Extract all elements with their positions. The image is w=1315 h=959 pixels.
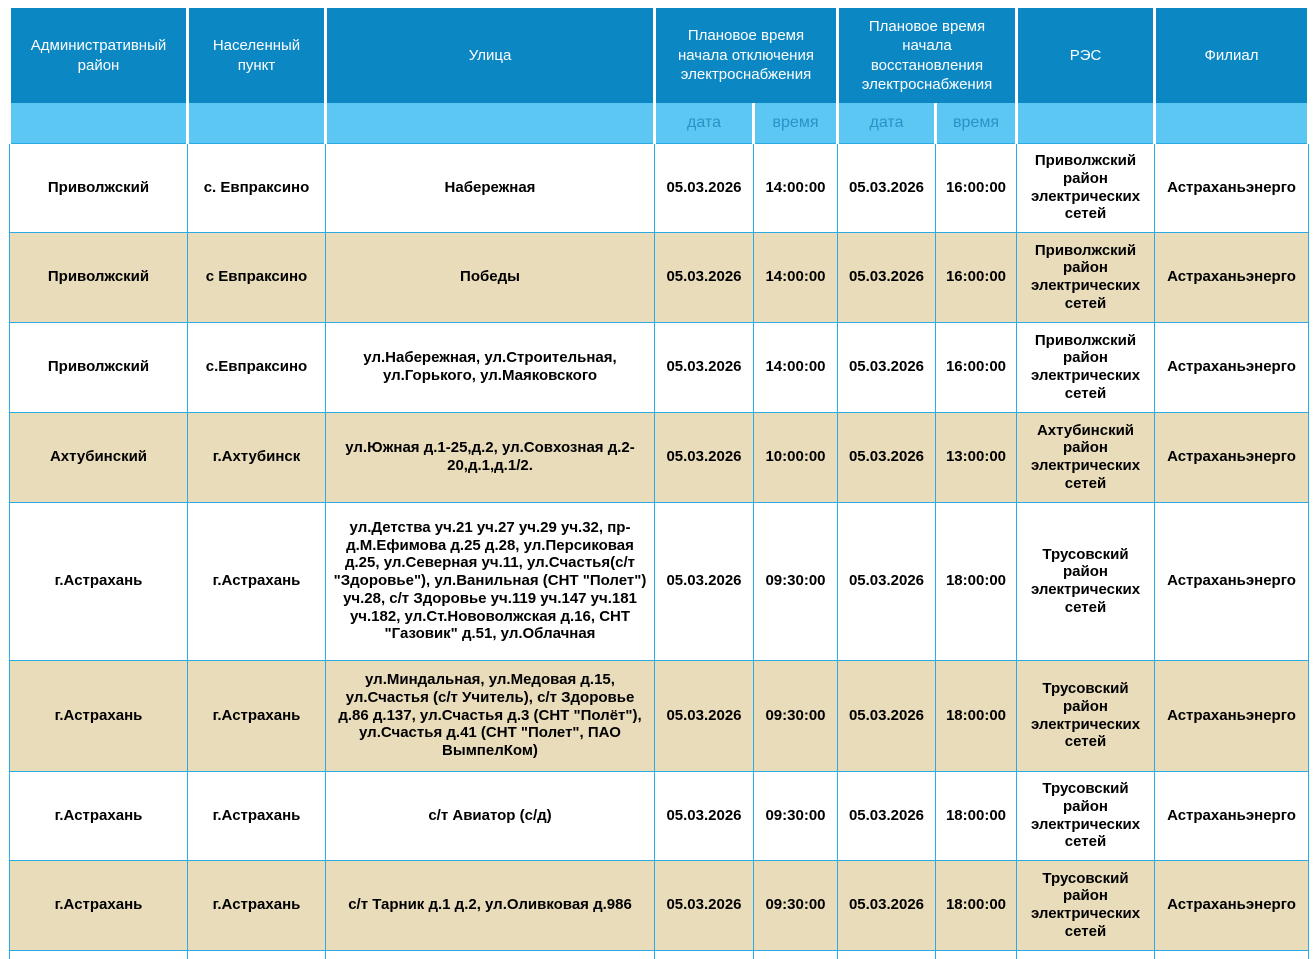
subheader-on-date: дата	[838, 103, 936, 143]
table-row	[10, 660, 1309, 771]
col-header-res: РЭС	[1017, 8, 1155, 103]
cell-on-time: 18:00:00	[936, 860, 1017, 950]
cell-district: г.Астрахань	[10, 660, 188, 771]
cell-on-time: 18:00:00	[936, 660, 1017, 771]
cell-branch: Астраханьэнерго	[1155, 860, 1309, 950]
cell-res: Ахтубинский район электрических сетей	[1017, 412, 1155, 502]
cell-res: Трусовский район электрических сетей	[1017, 660, 1155, 771]
cell-settlement: с.Евпраксино	[188, 322, 326, 412]
cell-street: ул.Набережная, ул.Строительная, ул.Горького, ул.Маяковского	[326, 322, 655, 412]
cell-street: с/т Авиатор (с/д)	[326, 771, 655, 860]
cell-off-time: 09:30:00	[754, 771, 838, 860]
cell-district: г.Астрахань	[10, 860, 188, 950]
table-row	[10, 232, 1309, 322]
table-row	[10, 412, 1309, 502]
cell-settlement: г.Астрахань	[188, 660, 326, 771]
cell-on-time: 16:00:00	[936, 232, 1017, 322]
header-row	[10, 8, 1309, 103]
cell-settlement: г.Астрахань	[188, 502, 326, 660]
cell-on-time: 13:00:00	[936, 412, 1017, 502]
cell-on-date: 05.03.2026	[838, 412, 936, 502]
table-row	[10, 502, 1309, 660]
cell-settlement: с Евпраксино	[188, 232, 326, 322]
cell-district: г.Астрахань	[10, 502, 188, 660]
cell-branch: Астраханьэнерго	[1155, 771, 1309, 860]
cell-street: Набережная	[326, 143, 655, 232]
subheader-off-date: дата	[655, 103, 754, 143]
cell-on-date: 05.03.2026	[838, 322, 936, 412]
subheader-on-time: время	[936, 103, 1017, 143]
cell-district: Приволжский	[10, 322, 188, 412]
cell-off-time: 10:00:00	[754, 412, 838, 502]
subheader-empty-branch	[1155, 103, 1309, 143]
table-row	[10, 322, 1309, 412]
subheader-row	[10, 103, 1309, 143]
cell-on-time: 16:00:00	[936, 143, 1017, 232]
subheader-empty-res	[1017, 103, 1155, 143]
cell-on-time: 18:00:00	[936, 771, 1017, 860]
cell-on-date: 05.03.2026	[838, 502, 936, 660]
cell-branch: Астраханьэнерго	[1155, 412, 1309, 502]
cell-on-date: 05.03.2026	[838, 660, 936, 771]
col-header-settlement: Населенный пункт	[188, 8, 326, 103]
cell-on-time: 16:00:00	[936, 322, 1017, 412]
cell-off-time: 09:30:00	[754, 660, 838, 771]
cell-off-date: 05.03.2026	[655, 412, 754, 502]
cell-street: Победы	[326, 232, 655, 322]
cell-settlement: г.Астрахань	[188, 771, 326, 860]
cell-res: Приволжский район электрических сетей	[1017, 143, 1155, 232]
cell-branch: Астраханьэнерго	[1155, 660, 1309, 771]
cell-branch: Астраханьэнерго	[1155, 143, 1309, 232]
cell-branch: Астраханьэнерго	[1155, 502, 1309, 660]
cell-res: Приволжский район электрических сетей	[1017, 232, 1155, 322]
outage-schedule-table	[8, 8, 1310, 959]
table-row	[10, 860, 1309, 950]
cell-branch: Астраханьэнерго	[1155, 322, 1309, 412]
col-header-branch: Филиал	[1155, 8, 1309, 103]
cell-settlement: с. Евпраксино	[188, 143, 326, 232]
cell-street: ул.Миндальная, ул.Медовая д.15, ул.Счастья (с/т Учитель), с/т Здоровье д.86 д.137, ул.Счастья д.3 (СНТ "Полёт"), ул.Счастья д.41 (СНТ "Полет", ПАО ВымпелКом)	[326, 660, 655, 771]
cell-district: Приволжский	[10, 143, 188, 232]
table-row-partial	[10, 950, 1309, 959]
cell-street: ул.Южная д.1-25,д.2, ул.Совхозная д.2-20,д.1,д.1/2.	[326, 412, 655, 502]
cell-res: Трусовский район электрических сетей	[1017, 502, 1155, 660]
col-header-district: Административный район	[10, 8, 188, 103]
subheader-empty-street	[326, 103, 655, 143]
cell-off-date: 05.03.2026	[655, 660, 754, 771]
cell-on-date: 05.03.2026	[838, 771, 936, 860]
cell-off-date: 05.03.2026	[655, 771, 754, 860]
cell-off-date: 05.03.2026	[655, 143, 754, 232]
cell-res: Приволжский район электрических сетей	[1017, 322, 1155, 412]
cell-off-time: 09:30:00	[754, 502, 838, 660]
table-row	[10, 143, 1309, 232]
cell-on-date: 05.03.2026	[838, 232, 936, 322]
cell-off-time: 09:30:00	[754, 860, 838, 950]
cell-off-time: 14:00:00	[754, 232, 838, 322]
table-row	[10, 771, 1309, 860]
subheader-empty-settlement	[188, 103, 326, 143]
cell-on-time: 18:00:00	[936, 502, 1017, 660]
col-header-street: Улица	[326, 8, 655, 103]
col-header-restore-start: Плановое время начала восстановления электроснабжения	[838, 8, 1017, 103]
cell-res: Трусовский район электрических сетей	[1017, 860, 1155, 950]
cell-off-date: 05.03.2026	[655, 860, 754, 950]
subheader-off-time: время	[754, 103, 838, 143]
cell-street: ул.Детства уч.21 уч.27 уч.29 уч.32, пр-д.М.Ефимова д.25 д.28, ул.Персиковая д.25, ул.Северная уч.11, ул.Счастья(с/т "Здоровье"), ул.Ванильная (СНТ "Полет") уч.28, с/т Здоровье уч.119 уч.147 уч.181 уч.182, ул.Ст.Нововолжская д.16, СНТ "Газовик" д.51, ул.Облачная	[326, 502, 655, 660]
cell-off-date: 05.03.2026	[655, 232, 754, 322]
cell-district: Приволжский	[10, 232, 188, 322]
cell-off-date: 05.03.2026	[655, 502, 754, 660]
subheader-empty-district	[10, 103, 188, 143]
cell-off-date: 05.03.2026	[655, 322, 754, 412]
cell-off-time: 14:00:00	[754, 322, 838, 412]
cell-on-date: 05.03.2026	[838, 143, 936, 232]
cell-on-date: 05.03.2026	[838, 860, 936, 950]
cell-street: с/т Тарник д.1 д.2, ул.Оливковая д.986	[326, 860, 655, 950]
cell-district: Ахтубинский	[10, 412, 188, 502]
cell-branch: Астраханьэнерго	[1155, 232, 1309, 322]
cell-settlement: г.Астрахань	[188, 860, 326, 950]
cell-res: Трусовский район электрических сетей	[1017, 771, 1155, 860]
cell-district: г.Астрахань	[10, 771, 188, 860]
cell-off-time: 14:00:00	[754, 143, 838, 232]
col-header-outage-start: Плановое время начала отключения электроснабжения	[655, 8, 838, 103]
cell-settlement: г.Ахтубинск	[188, 412, 326, 502]
